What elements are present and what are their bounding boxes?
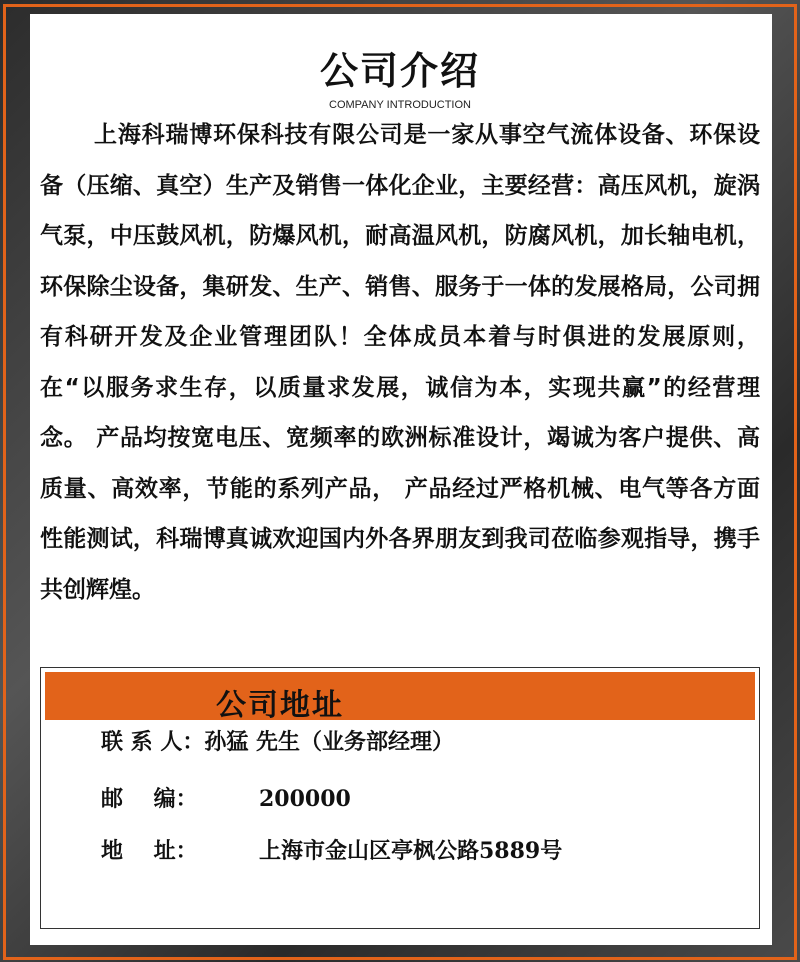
postcode-label: 邮 编： <box>101 786 198 812</box>
address-box <box>40 667 760 929</box>
contact-value: 孙猛 先生（业务部经理） <box>204 729 454 755</box>
page-title: 公司介绍 <box>319 49 480 93</box>
address-value: 上海市金山区亭枫公路5889号 <box>259 838 563 864</box>
contact-label: 联 系 人： <box>101 729 205 755</box>
address-row <box>101 834 562 865</box>
address-label: 地 址： <box>101 838 198 864</box>
postcode-value: 200000 <box>259 786 351 812</box>
address-header-bar <box>45 672 755 723</box>
page-subtitle: COMPANY INTRODUCTION <box>329 99 471 111</box>
contact-row <box>101 725 454 756</box>
postcode-row <box>101 782 351 813</box>
address-title: 公司地址 <box>216 688 344 723</box>
intro-paragraph: 上海科瑞博环保科技有限公司是一家从事空气流体设备、环保设备（压缩、真空）生产及销售一体化企业，主要经营：高压风机，旋涡气泵，中压鼓风机，防爆风机，耐高温风机，防腐风机，加长轴电机，环保除尘设备，集研发、生产、销售、服务于一体的发展格局，公司拥有科研开发及企业管理团队！全体成员本着与时俱进的发展原则，在“以服务求生存，以质量求发展，诚信为本，实现共赢”的经营理念。 产品均按宽电压、宽频率的欧洲标准设计，竭诚为客户提供、高质量、高效率，节能的系列产品， 产品经过严格机械、电气等各方面性能测试，科瑞博真诚欢迎国内外各界朋友到我司莅临参观指导，携手共创辉煌。 <box>40 122 760 603</box>
